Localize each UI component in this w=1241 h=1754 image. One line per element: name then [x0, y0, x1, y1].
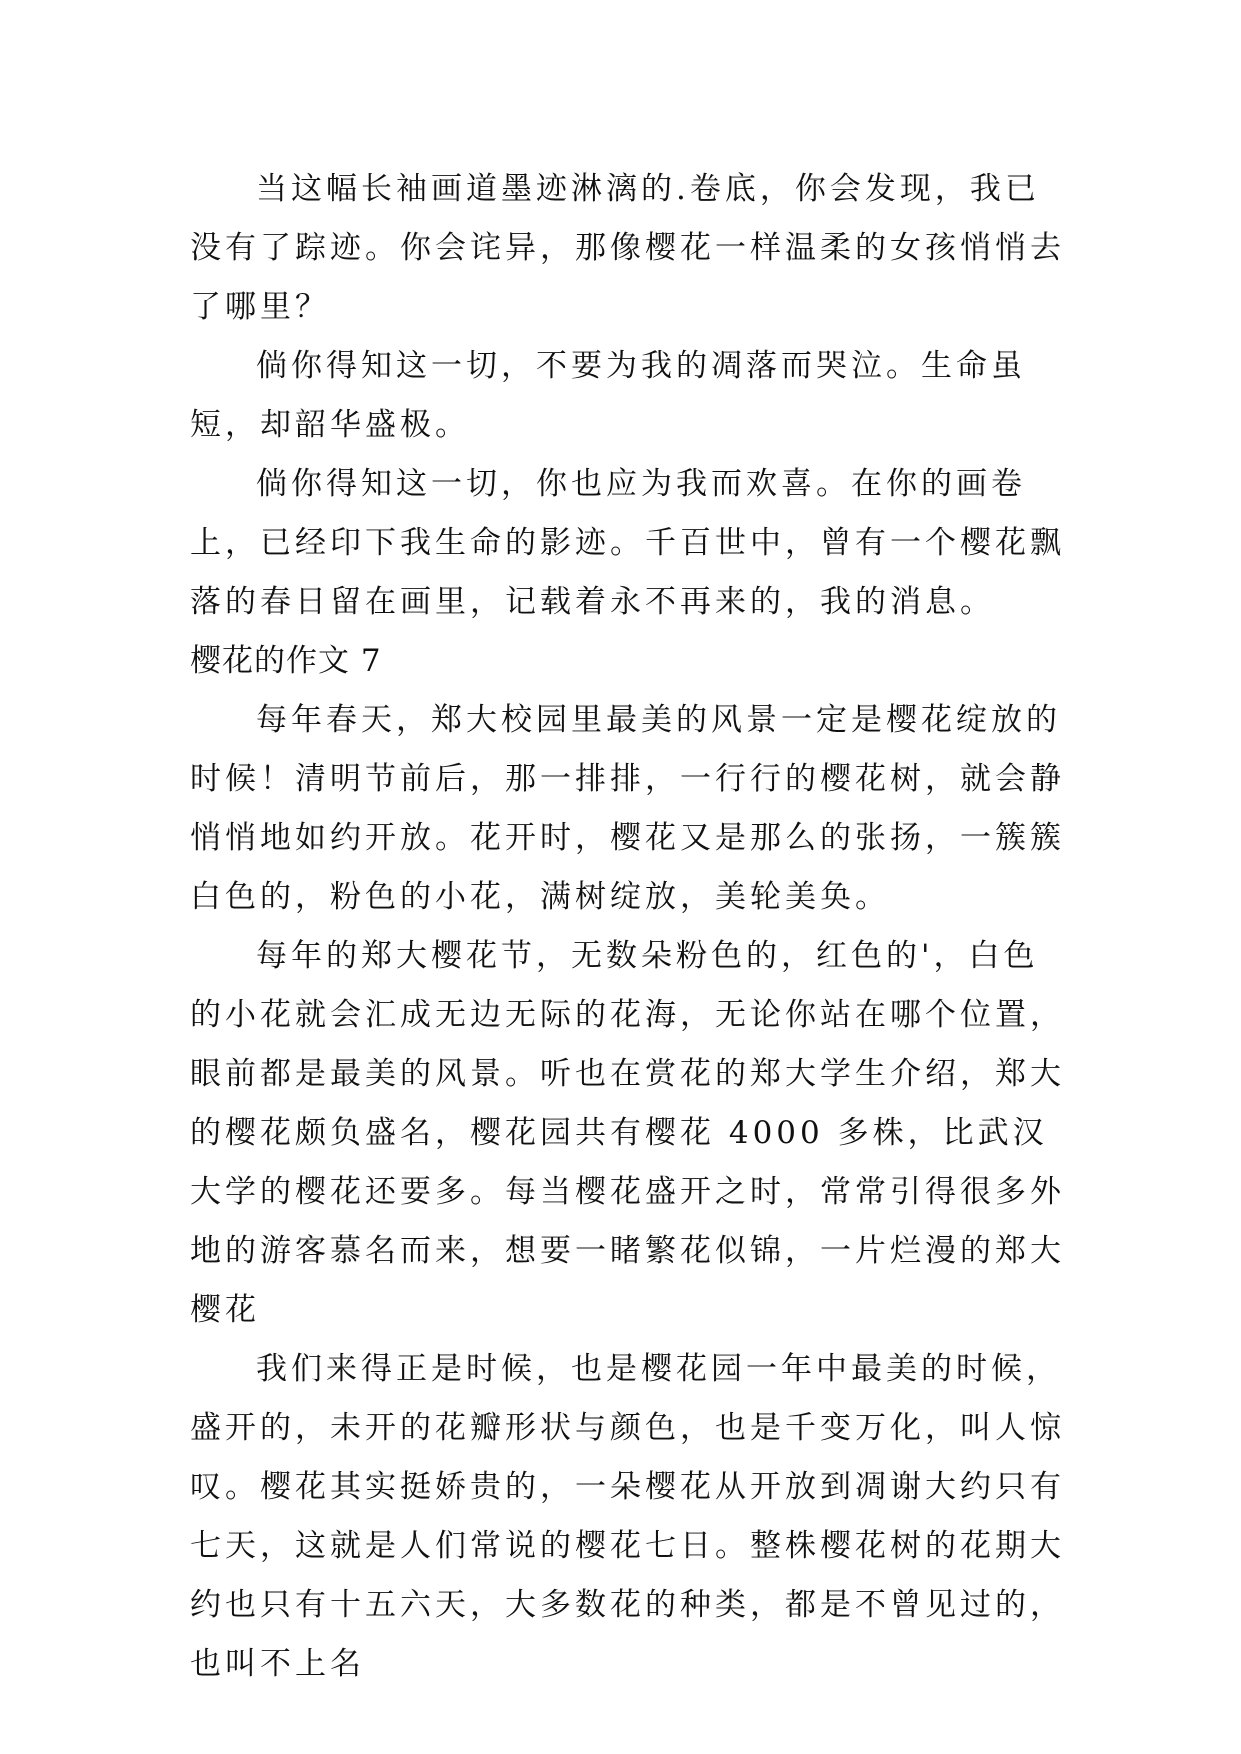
paragraph: 当这幅长袖画道墨迹淋漓的.卷底，你会发现，我已没有了踪迹。你会诧异，那像樱花一样温柔的女孩悄悄去了哪里？	[190, 171, 1065, 325]
paragraph: 倘你得知这一切，你也应为我而欢喜。在你的画卷上，已经印下我生命的影迹。千百世中，曾有一个樱花飘落的春日留在画里，记载着永不再来的，我的消息。	[190, 466, 1065, 620]
document-body	[190, 160, 1070, 1694]
paragraph: 每年的郑大樱花节，无数朵粉色的，红色的'，白色的小花就会汇成无边无际的花海，无论你站在哪个位置，眼前都是最美的风景。听也在赏花的郑大学生介绍，郑大的樱花颇负盛名，樱花园共有樱花 4000 多株，比武汉大学的樱花还要多。每当樱花盛开之时，常常引得很多外地的游客慕名而来，想要一睹繁花似锦，一片烂漫的郑大樱花	[190, 938, 1065, 1328]
paragraph: 我们来得正是时候，也是樱花园一年中最美的时候，盛开的，未开的花瓣形状与颜色，也是千变万化，叫人惊叹。樱花其实挺娇贵的，一朵樱花从开放到凋谢大约只有七天，这就是人们常说的樱花七日。整株樱花树的花期大约也只有十五六天，大多数花的种类，都是不曾见过的，也叫不上名	[190, 1351, 1065, 1682]
paragraph: 每年春天，郑大校园里最美的风景一定是樱花绽放的时候！清明节前后，那一排排，一行行的樱花树，就会静悄悄地如约开放。花开时，樱花又是那么的张扬，一簇簇白色的，粉色的小花，满树绽放，美轮美奂。	[190, 702, 1065, 915]
section-heading: 樱花的作文 7	[190, 643, 382, 679]
paragraph: 倘你得知这一切，不要为我的凋落而哭泣。生命虽短，却韶华盛极。	[190, 348, 1026, 443]
